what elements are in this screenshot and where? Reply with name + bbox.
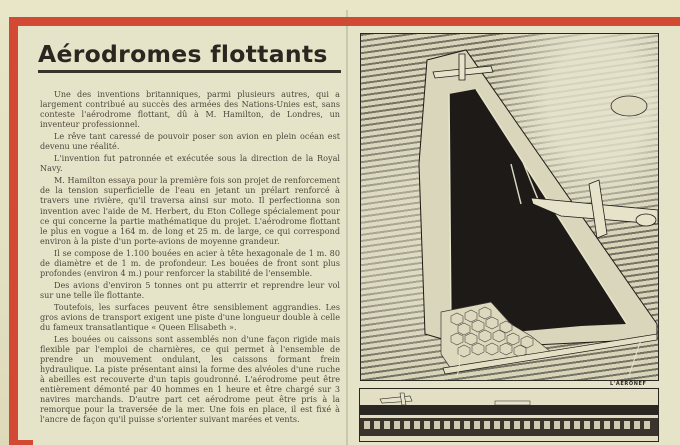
airplane-side <box>380 393 412 405</box>
red-frame-bottom <box>9 440 33 445</box>
floating-airfield-illustration <box>360 33 659 381</box>
red-frame-top <box>9 17 680 26</box>
title-underline <box>38 70 341 73</box>
article-body <box>40 89 340 427</box>
paragraph: Les bouées ou caissons sont assemblés non d'une façon rigide mais flexible par l'emploi de charnières, ce qui permet à l'ensemble de prendre un mouvement ondulant, les caissons formant frein hydraulique. La piste présentant ainsi la forme des alvéoles d'une ruche à abeilles est recouverte d'un tapis goudronné. L'aérodrome peut être entièrement démonté par 40 hommes en 1 heure et être chargé sur 3 navires marchands. D'autre part cet aérodrome peut être pris à la remorque pour la traversée de la mer. Une fois en place, il est fixé à l'ancre de façon qu'il puisse s'orienter suivant marées et vents. <box>40 334 340 425</box>
paragraph: M. Hamilton essaya pour la première fois son projet de renforcement de la tension superficielle de l'eau en jetant un prélart renforcé à travers une rivière, qu'il traversa ainsi sur moto. Il perfectionna son invention avec l'aide de M. Herbert, du Eton College spécialement pour ce qui concerne la partie mathématique du projet. L'aérodrome flottant le plus en vogue a 164 m. de long et 25 m. de large, ce qui correspond environ à la piste d'un porte-avions de moyenne grandeur. <box>40 175 340 246</box>
paragraph: Une des inventions britanniques, parmi plusieurs autres, qui a largement contribué au succès des armées des Nations-Unies est, sans conteste l'aérodrome flottant, dû à M. Hamilton, de Londres, un inventeur professionnel. <box>40 89 340 130</box>
paragraph: Des avions d'environ 5 tonnes ont pu atterrir et reprendre leur vol sur une telle île flottante. <box>40 279 340 300</box>
paragraph: Le rêve tant caressé de pouvoir poser son avion en plein océan est devenu une réalité. <box>40 131 340 152</box>
boat-icon <box>611 96 647 116</box>
illustration-credit: L'AÉRONEF <box>610 381 647 387</box>
airfield-drawing-icon <box>361 34 658 380</box>
article-title: Aérodromes flottants <box>38 40 328 68</box>
paragraph: Toutefois, les surfaces peuvent être sensiblement aggrandies. Les gros avions de transport exigent une piste d'une longueur double à celle du fameux transatlantique « Queen Elisabeth ». <box>40 301 340 333</box>
paragraph: L'invention fut patronnée et exécutée sous la direction de la Royal Navy. <box>40 153 340 174</box>
red-frame-left <box>9 17 18 445</box>
side-view-illustration <box>359 388 659 442</box>
paragraph: Il se compose de 1.100 bouées en acier à tête hexagonale de 1 m. 80 de diamètre et de 1 m. de profondeur. Les bouées de front sont plus profondes (environ 4 m.) pour renforcer la stabilité de l'ensemble. <box>40 247 340 278</box>
airfield-side-view-icon <box>360 389 658 441</box>
page-fold <box>346 10 348 445</box>
